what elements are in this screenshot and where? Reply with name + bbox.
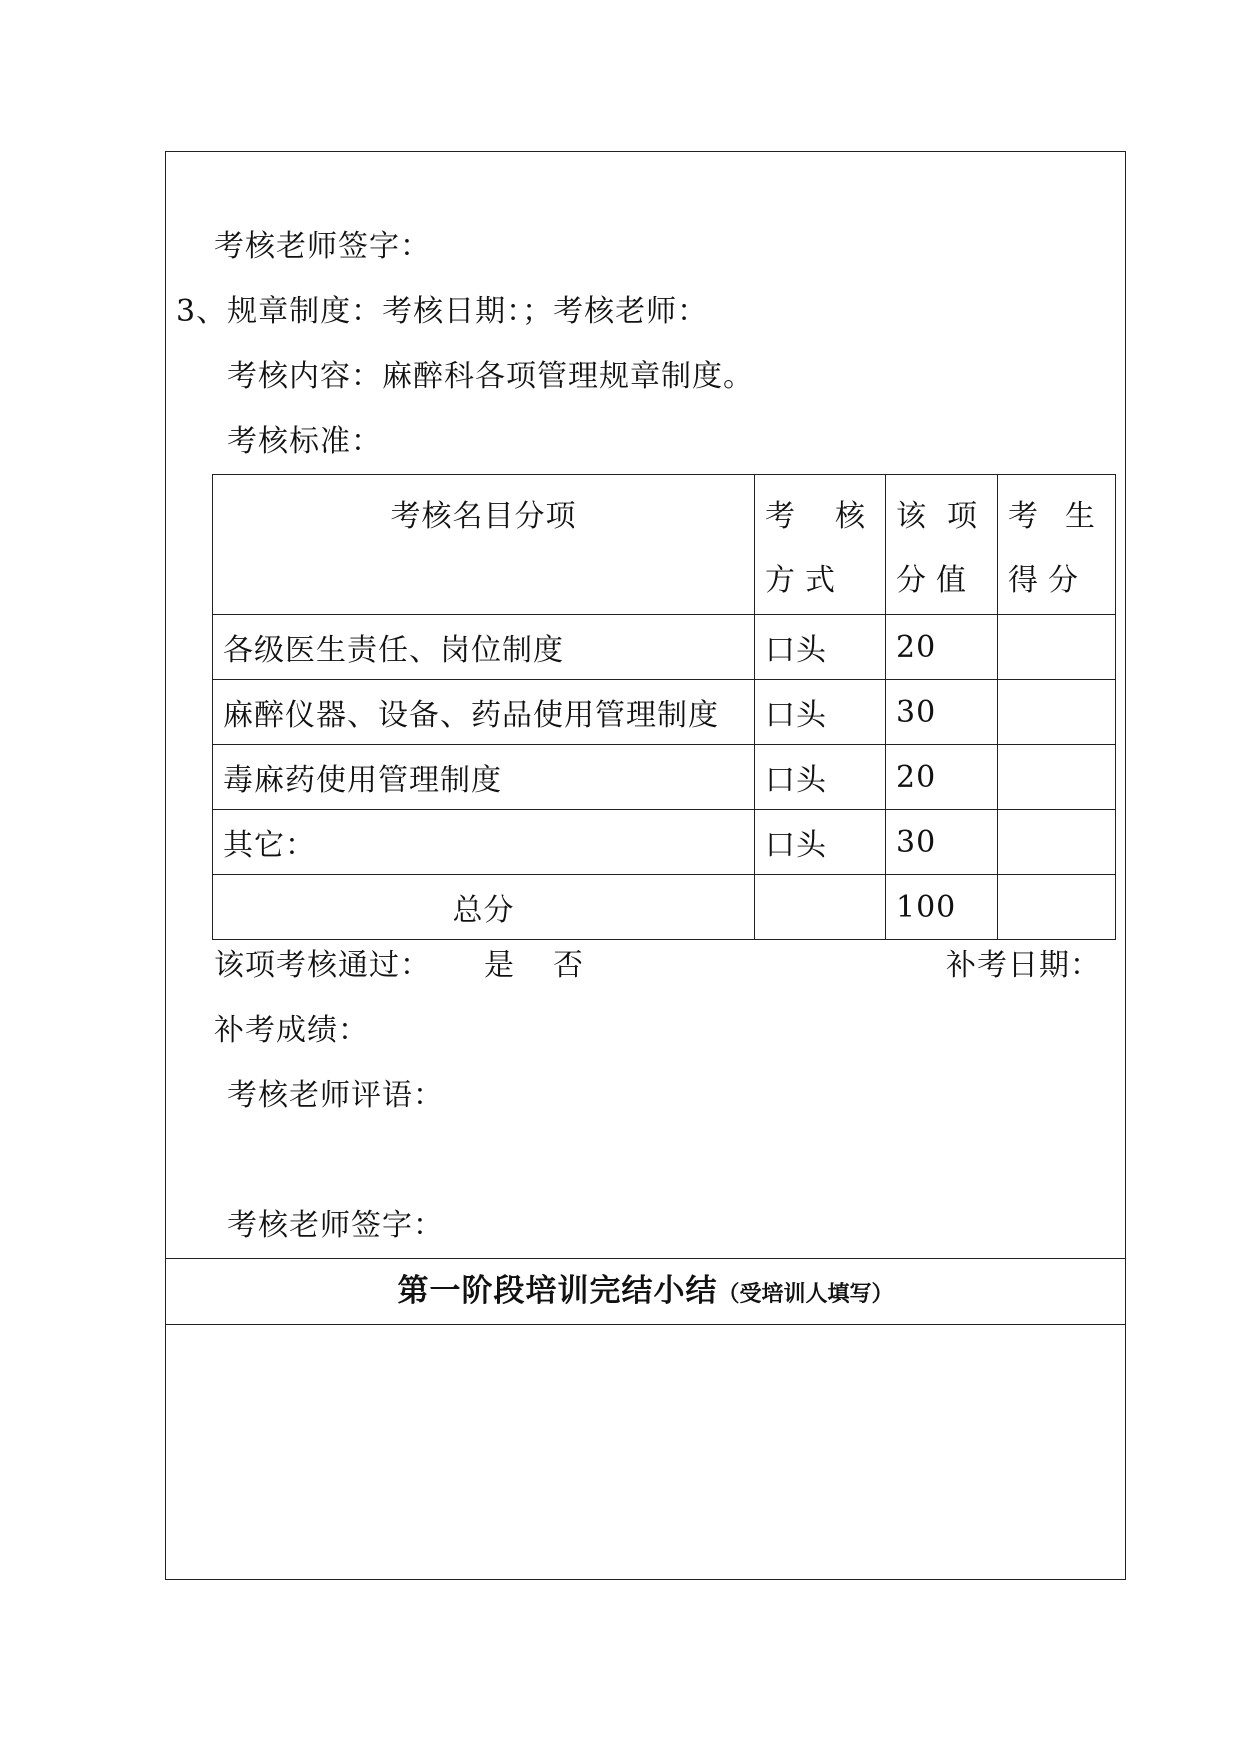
makeup-score-label: 补考成绩： xyxy=(214,1013,369,1048)
teacher-signature-top: 考核老师签字： xyxy=(214,229,431,264)
makeup-date-label: 补考日期： xyxy=(946,948,1101,983)
assessment-table xyxy=(212,474,1116,940)
assessment-content: 考核内容：麻醉科各项管理规章制度。 xyxy=(227,359,754,394)
summary-title-note: （受培训人填写） xyxy=(717,1281,894,1307)
row-points: 30 xyxy=(886,810,998,875)
section-3-heading: 3、规章制度：考核日期：；考核老师： xyxy=(176,294,709,329)
pass-no-option[interactable]: 否 xyxy=(553,948,584,983)
row-method: 口头 xyxy=(755,615,886,680)
table-header-row xyxy=(213,475,1116,615)
header-points-text: 该项分值 xyxy=(896,499,987,598)
table-row xyxy=(213,680,1116,745)
row-points: 30 xyxy=(886,680,998,745)
total-method xyxy=(755,875,886,940)
pass-label: 该项考核通过： xyxy=(214,948,431,983)
assessment-standard-label: 考核标准： xyxy=(227,424,382,459)
row-method: 口头 xyxy=(755,680,886,745)
row-points: 20 xyxy=(886,615,998,680)
row-score-cell[interactable] xyxy=(998,680,1116,745)
row-item: 其它： xyxy=(213,810,755,875)
header-method-text: 考核方式 xyxy=(765,499,875,598)
row-score-cell[interactable] xyxy=(998,810,1116,875)
row-method: 口头 xyxy=(755,810,886,875)
table-row xyxy=(213,745,1116,810)
section-divider-bottom xyxy=(165,1324,1126,1325)
total-label: 总分 xyxy=(213,875,755,940)
row-item: 麻醉仪器、设备、药品使用管理制度 xyxy=(213,680,755,745)
teacher-comment-label: 考核老师评语： xyxy=(227,1078,444,1113)
row-item: 毒麻药使用管理制度 xyxy=(213,745,755,810)
header-method xyxy=(755,475,886,615)
total-points: 100 xyxy=(886,875,998,940)
table-total-row xyxy=(213,875,1116,940)
summary-title-main: 第一阶段培训完结小结 xyxy=(397,1273,718,1309)
row-score-cell[interactable] xyxy=(998,615,1116,680)
header-item: 考核名目分项 xyxy=(213,475,755,615)
row-method: 口头 xyxy=(755,745,886,810)
header-score xyxy=(998,475,1116,615)
total-score-cell[interactable] xyxy=(998,875,1116,940)
teacher-signature-bottom: 考核老师签字： xyxy=(227,1208,444,1243)
row-points: 20 xyxy=(886,745,998,810)
pass-yes-option[interactable]: 是 xyxy=(484,948,515,983)
row-score-cell[interactable] xyxy=(998,745,1116,810)
summary-writing-area[interactable] xyxy=(167,1326,1124,1578)
row-item: 各级医生责任、岗位制度 xyxy=(213,615,755,680)
header-points xyxy=(886,475,998,615)
header-score-text: 考生得分 xyxy=(1008,499,1105,598)
summary-title xyxy=(165,1258,1126,1324)
table-row xyxy=(213,810,1116,875)
table-row xyxy=(213,615,1116,680)
